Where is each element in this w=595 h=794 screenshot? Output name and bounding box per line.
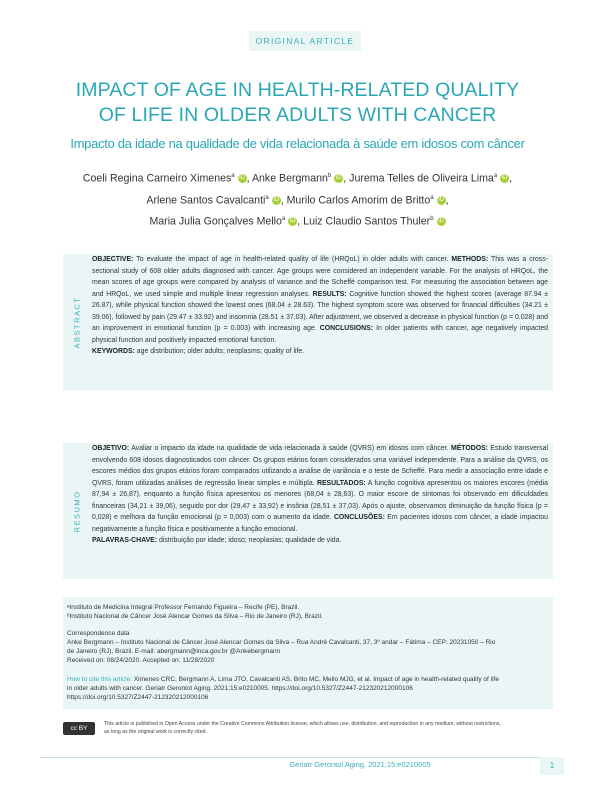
affiliation-b: ᵇInstituto Nacional de Câncer José Alencar Gomes da Silva – Rio de Janeiro (RJ), Brazil.	[67, 613, 323, 620]
cc-license-icon[interactable]: cc BY	[63, 722, 95, 735]
abstract-side-label	[63, 254, 90, 390]
resultados-text: A função cognitiva apresentou os maiores escores (média 87,94 ± 26,87), enquanto a função física apresentou os menores (68,04 ± 28,63). O maior escore de sintomas foi observado em dificuldades financeiras (34,21 ± 39,06), seguido por dor (29,47 ± 33,92) e insônia (28,51 ± 37,03). Após o ajuste, observamos diminuição da função física (p = 0,028) e melhora da função emocional (p = 0,003) com o aumento da idade.	[92, 479, 548, 521]
conclusoes-label: CONCLUSÕES:	[333, 514, 385, 521]
article-title	[40, 78, 555, 128]
citation-label: How to cite this article:	[67, 676, 133, 683]
objetivo-text: Avaliar o impacto da idade na qualidade de vida relacionada à saúde (QVRS) em idosos com câncer.	[129, 445, 451, 452]
abstract-label: ABSTRACT	[72, 295, 82, 349]
results-label: RESULTS:	[312, 290, 347, 298]
palavras-chave-label: PALAVRAS-CHAVE:	[92, 537, 158, 544]
article-subtitle: Impacto da idade na qualidade de vida relacionada à saúde em idosos com câncer	[70, 136, 525, 151]
page-number: 1	[540, 757, 564, 775]
author-list	[40, 167, 555, 232]
author-affiliation: a	[281, 216, 286, 223]
author-line-2: Arlene Santos Cavalcanti$^a$ iD , Murilo Carlos Amorim de Britto$^a$ iD ,	[146, 194, 449, 207]
objective-text: To evaluate the impact of age in health-related quality of life (HRQoL) in older adults with cancer.	[133, 256, 452, 263]
section-label: ORIGINAL ARTICLE	[249, 31, 361, 51]
author-affiliation: a	[493, 173, 498, 179]
title-line-1: IMPACT OF AGE IN HEALTH-RELATED QUALITY	[75, 79, 520, 101]
orcid-icon[interactable]: iD	[438, 218, 444, 225]
received-dates: Received on: 08/24/2020. Accepted on: 11/28/2020	[67, 657, 215, 664]
author-name: Anke Bergmann	[251, 172, 328, 185]
resumo-body	[92, 443, 548, 547]
results-text: Cognitive function showed the highest scores (average 87.94 ± 26.87), while physical function showed the lowest ones (68.04 ± 28.63). The highest symptom score was observed for financial difficulties (34.21 ± 39.06), followed by pain (29.47 ± 33.92) and insomnia (28.51 ± 37.03). After adjustment, we observed a decrease in physical function (p = 0.028) and an improvement in emotional function (p = 0.003) with increasing age.	[92, 290, 549, 332]
metodos-label: MÉTODOS:	[450, 445, 488, 452]
correspondence-line-1: Anke Bergmann – Instituto Nacional de Câncer José Alencar Gomes da Silva – Rua André Cavalcanti, 37, 3º andar – Fátima – CEP: 20231050 – Rio	[67, 639, 496, 646]
author-affiliation: b	[430, 216, 434, 223]
orcid-icon[interactable]: iD	[273, 196, 280, 203]
author-name: Coeli Regina Carneiro Ximenes	[82, 172, 232, 185]
author-line-1: Coeli Regina Carneiro Ximenes$^a$ iD , Anke Bergmann$^b$ iD , Jurema Telles de Oliveira Lima$^a$ iD ,	[82, 172, 513, 185]
author-affiliation: b	[327, 173, 332, 179]
doi-link[interactable]: https://doi.org/10.5327/Z2447-212320212000106	[67, 694, 209, 701]
license-text	[104, 720, 564, 736]
conclusions-label: CONCLUSIONS:	[319, 325, 373, 332]
orcid-icon[interactable]: iD	[335, 175, 342, 182]
methods-text: This was a cross-sectional study of 608 older adults diagnosed with cancer. Age groups were considered an independent variable. For the analysis of HRQoL, the mean scores of age groups were compared by analysis of variance and the Scheffé comparison test. For measuring the association between age and HRQoL, we used simple and multiple linear regression analyses.	[92, 256, 548, 298]
affiliation-a: ᵃInstituto de Medicina Integral Professor Fernando Figueira – Recife (PE), Brazil.	[67, 604, 300, 611]
author-name: Maria Julia Gonçalves Mello	[149, 215, 282, 228]
resultados-label: RESULTADOS:	[316, 479, 366, 487]
keywords-text: age distribution; older adults; neoplasms; quality of life.	[134, 348, 305, 355]
orcid-icon[interactable]: iD	[438, 196, 444, 203]
correspondence-label: Correspondence data	[67, 630, 130, 637]
author-affiliation: a	[265, 194, 269, 201]
orcid-icon[interactable]: iD	[239, 175, 245, 182]
article-info-box	[63, 597, 553, 709]
author-name: Luiz Claudio Santos Thuler	[303, 215, 431, 228]
conclusions-text: In older patients with cancer, age negatively impacted physical function and positively impacted emotional function.	[92, 325, 548, 344]
footer-divider	[40, 757, 555, 758]
author-affiliation: a	[430, 194, 434, 201]
metodos-text: Estudo transversal envolvendo 608 idosos diagnosticados com câncer. Os grupos etários foram considerados uma variável independente. Para a análise da QVRS, os escores médios dos grupos etários foram comparados utilizando a análise de variância e o teste de Scheffé. Para medir a associação entre idade e QVRS, foram utilizadas análises de regressão linear simples e múltipla.	[92, 445, 548, 487]
footer-journal: Geriatr Gerontol Aging. 2021;15:e0210005	[289, 760, 431, 769]
objective-label: OBJECTIVE:	[92, 256, 134, 263]
resumo-side-label	[63, 443, 90, 579]
author-name: Jurema Telles de Oliveira Lima	[349, 172, 494, 185]
citation-line-2: in older adults with cancer. Geriatr Gerontol Aging. 2021;15:e0210005. https://doi.org/10.5327/Z2447-212320212000106	[67, 685, 413, 692]
title-line-2: OF LIFE IN OLDER ADULTS WITH CANCER	[98, 104, 497, 126]
abstract-body	[92, 254, 548, 358]
keywords-label: KEYWORDS:	[92, 348, 135, 355]
objetivo-label: OBJETIVO:	[92, 445, 130, 452]
license-line-2: as long as the original work is correctly cited.	[104, 729, 207, 735]
resumo-panel	[63, 443, 553, 579]
license-line-1: This article is published in Open Access under the Creative Commons Attribution license, which allows use, distribution, and reproduction in any medium, without restrictions,	[104, 721, 501, 727]
conclusoes-text: Em pacientes idosos com câncer, a idade impactou negativamente a função física e positivamente a função emocional.	[92, 514, 549, 533]
author-name: Arlene Santos Cavalcanti	[146, 194, 266, 207]
orcid-icon[interactable]: iD	[501, 175, 508, 182]
resumo-label: RESUMO	[72, 490, 82, 532]
abstract-panel	[63, 254, 553, 390]
author-name: Murilo Carlos Amorim de Britto	[286, 194, 431, 207]
correspondence-line-2: de Janeiro (RJ), Brazil. E-mail: abergmann@inca.gov.br @Ankebergmann	[67, 648, 281, 655]
author-line-3: Maria Julia Gonçalves Mello$^a$ iD , Luiz Claudio Santos Thuler$^b$ iD	[149, 215, 444, 228]
orcid-icon[interactable]: iD	[289, 218, 296, 225]
citation-text-1: Ximenes CRC, Bergmann A, Lima JTO, Cavalcanti AS, Brito MC, Mello MJG, et al. Impact of age in health-related quality of life	[132, 676, 499, 683]
methods-label: METHODS:	[451, 256, 489, 263]
author-affiliation: a	[231, 173, 235, 179]
palavras-chave-text: distribuição por idade; idoso; neoplasias; qualidade de vida.	[157, 537, 342, 544]
